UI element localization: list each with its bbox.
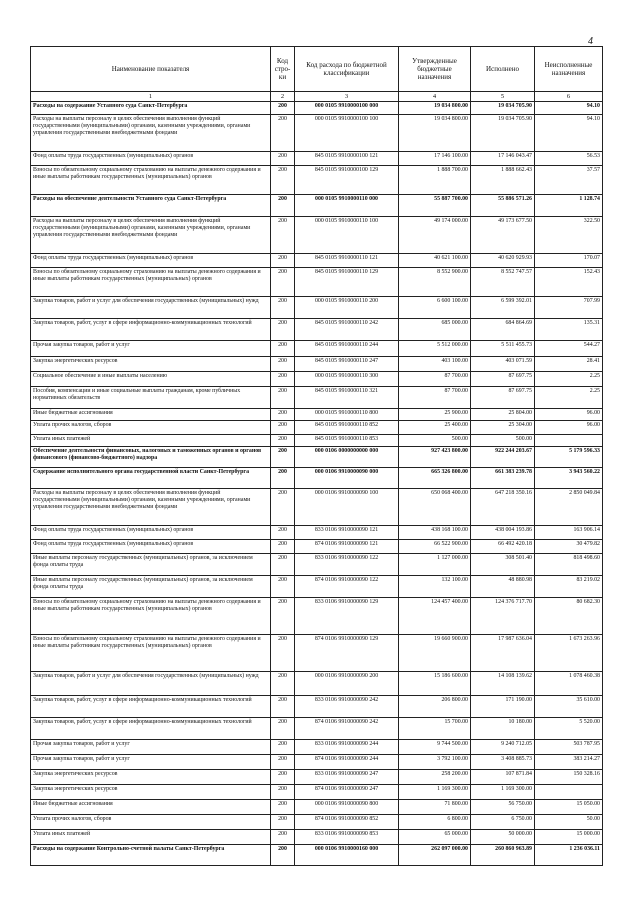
row-name: Закупка товаров, работ, услуг в сфере информационно-коммуникационных технологий	[31, 718, 271, 740]
table-row	[31, 830, 603, 845]
table-row	[31, 102, 603, 115]
row-approved: 65 000.00	[399, 830, 471, 845]
row-line-code: 200	[271, 195, 295, 217]
row-name: Социальное обеспечение и иные выплаты населению	[31, 372, 271, 387]
row-approved: 6 600 100.00	[399, 297, 471, 319]
row-unexecuted: 15 000.00	[535, 830, 603, 845]
row-executed: 40 620 929.93	[471, 254, 535, 268]
row-approved: 17 146 100.00	[399, 152, 471, 166]
row-executed: 107 871.84	[471, 770, 535, 785]
table-row	[31, 468, 603, 489]
row-name: Фонд оплаты труда государственных (муниципальных) органов	[31, 526, 271, 540]
table-row	[31, 447, 603, 468]
row-executed: 10 180.00	[471, 718, 535, 740]
row-line-code: 200	[271, 526, 295, 540]
row-expense-code: 845 0105 9910000110 852	[295, 421, 399, 435]
row-name: Фонд оплаты труда государственных (муниципальных) органов	[31, 152, 271, 166]
row-unexecuted: 163 906.14	[535, 526, 603, 540]
row-unexecuted: 96.00	[535, 421, 603, 435]
row-unexecuted: 135.31	[535, 319, 603, 341]
row-name: Расходы на выплаты персоналу в целях обеспечения выполнения функций государственными (муниципальными) органами, казенными учреждениями, органами управления государственными внебюджетными фондами	[31, 489, 271, 526]
row-line-code: 200	[271, 387, 295, 409]
table-row	[31, 372, 603, 387]
row-approved: 55 887 700.00	[399, 195, 471, 217]
row-line-code: 200	[271, 152, 295, 166]
row-unexecuted: 1 128.74	[535, 195, 603, 217]
row-line-code: 200	[271, 845, 295, 866]
row-line-code: 200	[271, 357, 295, 372]
table-row	[31, 554, 603, 576]
row-unexecuted: 50.00	[535, 815, 603, 830]
row-approved: 15 700.00	[399, 718, 471, 740]
table-row	[31, 435, 603, 447]
row-approved: 5 512 000.00	[399, 341, 471, 357]
row-expense-code: 833 0106 9910000090 242	[295, 696, 399, 718]
row-unexecuted	[535, 435, 603, 447]
row-line-code: 200	[271, 372, 295, 387]
row-executed: 6 750.00	[471, 815, 535, 830]
row-name: Прочая закупка товаров, работ и услуг	[31, 740, 271, 755]
row-expense-code: 000 0106 0000000000 000	[295, 447, 399, 468]
row-expense-code: 833 0106 9910000090 121	[295, 526, 399, 540]
header-approved: Утвержденные бюджетные назначения	[399, 47, 471, 92]
row-unexecuted: 5 520.00	[535, 718, 603, 740]
table-row	[31, 598, 603, 635]
row-executed: 55 886 571.26	[471, 195, 535, 217]
row-approved: 1 888 700.00	[399, 166, 471, 195]
row-line-code: 200	[271, 815, 295, 830]
row-approved: 685 000.00	[399, 319, 471, 341]
row-unexecuted: 2 850 049.84	[535, 489, 603, 526]
table-row	[31, 696, 603, 718]
table-row	[31, 755, 603, 770]
row-line-code: 200	[271, 672, 295, 696]
table-row	[31, 387, 603, 409]
row-name: Пособия, компенсации и иные социальные выплаты гражданам, кроме публичных нормативных обязательств	[31, 387, 271, 409]
row-unexecuted: 503 787.95	[535, 740, 603, 755]
row-executed: 684 864.69	[471, 319, 535, 341]
row-approved: 9 744 500.00	[399, 740, 471, 755]
page-number: 4	[588, 36, 593, 47]
header-expense-code: Код расхода по бюджетной классификации	[295, 47, 399, 92]
row-approved: 49 174 000.00	[399, 217, 471, 254]
row-expense-code: 000 0105 9910000110 800	[295, 409, 399, 421]
row-unexecuted	[535, 785, 603, 800]
expenditure-table	[30, 46, 603, 866]
row-executed: 1 169 300.00	[471, 785, 535, 800]
row-unexecuted: 94.10	[535, 102, 603, 115]
row-name: Иные бюджетные ассигнования	[31, 800, 271, 815]
row-name: Иные бюджетные ассигнования	[31, 409, 271, 421]
row-line-code: 200	[271, 297, 295, 319]
row-approved: 1 127 000.00	[399, 554, 471, 576]
row-expense-code: 000 0105 9910000110 300	[295, 372, 399, 387]
row-name: Уплата иных платежей	[31, 830, 271, 845]
column-number-row	[31, 92, 603, 102]
row-executed: 87 697.75	[471, 372, 535, 387]
row-name: Закупка энергетических ресурсов	[31, 785, 271, 800]
row-name: Закупка энергетических ресурсов	[31, 357, 271, 372]
row-approved: 124 457 400.00	[399, 598, 471, 635]
row-name: Содержание исполнительного органа государственной власти Санкт-Петербурга	[31, 468, 271, 489]
row-executed: 17 987 636.04	[471, 635, 535, 672]
table-row	[31, 195, 603, 217]
table-row	[31, 166, 603, 195]
row-expense-code: 845 0105 9910000100 129	[295, 166, 399, 195]
header-executed: Исполнено	[471, 47, 535, 92]
row-unexecuted: 5 179 596.33	[535, 447, 603, 468]
row-approved: 19 034 800.00	[399, 102, 471, 115]
row-name: Иные выплаты персоналу государственных (муниципальных) органов, за исключением фонда оплаты труда	[31, 554, 271, 576]
row-line-code: 200	[271, 319, 295, 341]
table-row	[31, 540, 603, 554]
row-approved: 87 700.00	[399, 387, 471, 409]
row-approved: 262 097 000.00	[399, 845, 471, 866]
row-approved: 66 522 900.00	[399, 540, 471, 554]
table-row	[31, 576, 603, 598]
row-line-code: 200	[271, 540, 295, 554]
row-executed: 124 376 717.70	[471, 598, 535, 635]
row-approved: 3 792 100.00	[399, 755, 471, 770]
column-number: 5	[471, 92, 535, 102]
row-unexecuted: 544.27	[535, 341, 603, 357]
column-number: 2	[271, 92, 295, 102]
table-row	[31, 421, 603, 435]
row-executed: 308 501.40	[471, 554, 535, 576]
table-row	[31, 526, 603, 540]
row-line-code: 200	[271, 489, 295, 526]
row-executed: 922 244 203.67	[471, 447, 535, 468]
row-line-code: 200	[271, 696, 295, 718]
row-unexecuted: 94.10	[535, 115, 603, 152]
row-line-code: 200	[271, 755, 295, 770]
row-expense-code: 874 0106 9910000090 247	[295, 785, 399, 800]
row-line-code: 200	[271, 770, 295, 785]
row-line-code: 200	[271, 421, 295, 435]
row-name: Взносы по обязательному социальному страхованию на выплаты денежного содержания и иные выплаты работникам государственных (муниципальных) органов	[31, 598, 271, 635]
row-approved: 25 900.00	[399, 409, 471, 421]
row-expense-code: 874 0106 9910000090 244	[295, 755, 399, 770]
table-row	[31, 800, 603, 815]
column-number: 4	[399, 92, 471, 102]
row-executed: 19 034 705.90	[471, 115, 535, 152]
row-approved: 403 100.00	[399, 357, 471, 372]
table-row	[31, 409, 603, 421]
row-line-code: 200	[271, 554, 295, 576]
row-approved: 650 068 400.00	[399, 489, 471, 526]
column-number: 6	[535, 92, 603, 102]
table-row	[31, 740, 603, 755]
row-unexecuted: 707.99	[535, 297, 603, 319]
row-approved: 71 800.00	[399, 800, 471, 815]
row-unexecuted: 1 673 263.96	[535, 635, 603, 672]
row-expense-code: 000 0106 9910000090 100	[295, 489, 399, 526]
row-executed: 6 599 392.01	[471, 297, 535, 319]
row-expense-code: 000 0105 9910000110 200	[295, 297, 399, 319]
table-row	[31, 297, 603, 319]
row-executed: 647 218 350.16	[471, 489, 535, 526]
row-expense-code: 845 0105 9910000110 129	[295, 268, 399, 297]
row-executed: 50 000.00	[471, 830, 535, 845]
row-executed: 260 860 963.89	[471, 845, 535, 866]
row-executed: 5 511 455.73	[471, 341, 535, 357]
row-executed: 403 071.59	[471, 357, 535, 372]
table-row	[31, 718, 603, 740]
row-unexecuted: 83 219.02	[535, 576, 603, 598]
row-line-code: 200	[271, 785, 295, 800]
row-expense-code: 833 0106 9910000090 247	[295, 770, 399, 785]
row-expense-code: 833 0106 9910000090 244	[295, 740, 399, 755]
row-executed: 66 492 420.18	[471, 540, 535, 554]
row-expense-code: 000 0106 9910000090 800	[295, 800, 399, 815]
row-expense-code: 874 0106 9910000090 852	[295, 815, 399, 830]
row-executed: 87 697.75	[471, 387, 535, 409]
column-number: 3	[295, 92, 399, 102]
row-expense-code: 874 0106 9910000090 129	[295, 635, 399, 672]
row-unexecuted: 322.50	[535, 217, 603, 254]
row-unexecuted: 3 943 560.22	[535, 468, 603, 489]
row-name: Уплата иных платежей	[31, 435, 271, 447]
row-executed: 17 146 043.47	[471, 152, 535, 166]
row-line-code: 200	[271, 268, 295, 297]
row-unexecuted: 1 236 036.11	[535, 845, 603, 866]
row-expense-code: 845 0105 9910000110 247	[295, 357, 399, 372]
row-expense-code: 000 0106 9910000090 000	[295, 468, 399, 489]
table-row	[31, 152, 603, 166]
row-line-code: 200	[271, 635, 295, 672]
table-row	[31, 357, 603, 372]
row-line-code: 200	[271, 576, 295, 598]
row-executed: 25 804.00	[471, 409, 535, 421]
table-body	[31, 102, 603, 866]
row-name: Закупка товаров, работ и услуг для обеспечения государственных (муниципальных) нужд	[31, 672, 271, 696]
row-line-code: 200	[271, 468, 295, 489]
row-expense-code: 833 0106 9910000090 129	[295, 598, 399, 635]
row-unexecuted: 150 328.16	[535, 770, 603, 785]
row-approved: 8 552 900.00	[399, 268, 471, 297]
row-approved: 1 169 300.00	[399, 785, 471, 800]
row-name: Закупка товаров, работ, услуг в сфере информационно-коммуникационных технологий	[31, 696, 271, 718]
row-executed: 3 408 885.73	[471, 755, 535, 770]
row-name: Расходы на выплаты персоналу в целях обеспечения выполнения функций государственными (муниципальными) органами, казенными учреждениями, органами управления государственными внебюджетными фондами	[31, 115, 271, 152]
row-name: Взносы по обязательному социальному страхованию на выплаты денежного содержания и иные выплаты работникам государственных (муниципальных) органов	[31, 268, 271, 297]
row-name: Уплата прочих налогов, сборов	[31, 421, 271, 435]
row-name: Фонд оплаты труда государственных (муниципальных) органов	[31, 254, 271, 268]
row-approved: 500.00	[399, 435, 471, 447]
row-executed: 9 240 712.05	[471, 740, 535, 755]
row-expense-code: 000 0105 9910000100 100	[295, 115, 399, 152]
row-executed: 8 552 747.57	[471, 268, 535, 297]
header-row	[31, 47, 603, 92]
row-expense-code: 000 0105 9910000100 000	[295, 102, 399, 115]
row-unexecuted: 170.07	[535, 254, 603, 268]
row-approved: 15 186 600.00	[399, 672, 471, 696]
row-line-code: 200	[271, 409, 295, 421]
row-executed: 49 173 677.50	[471, 217, 535, 254]
row-unexecuted: 383 214.27	[535, 755, 603, 770]
row-executed: 1 888 662.43	[471, 166, 535, 195]
row-unexecuted: 2.25	[535, 387, 603, 409]
row-line-code: 200	[271, 115, 295, 152]
row-executed: 171 190.00	[471, 696, 535, 718]
row-unexecuted: 2.25	[535, 372, 603, 387]
header-name: Наименование показателя	[31, 47, 271, 92]
row-name: Расходы на выплаты персоналу в целях обеспечения выполнения функций государственными (муниципальными) органами, казенными учреждениями, органами управления государственными внебюджетными фондами	[31, 217, 271, 254]
table-row	[31, 268, 603, 297]
row-name: Фонд оплаты труда государственных (муниципальных) органов	[31, 540, 271, 554]
row-expense-code: 845 0105 9910000110 244	[295, 341, 399, 357]
row-name: Иные выплаты персоналу государственных (муниципальных) органов, за исключением фонда оплаты труда	[31, 576, 271, 598]
row-unexecuted: 37.57	[535, 166, 603, 195]
row-line-code: 200	[271, 598, 295, 635]
row-expense-code: 000 0105 9910000110 000	[295, 195, 399, 217]
row-name: Прочая закупка товаров, работ и услуг	[31, 341, 271, 357]
row-line-code: 200	[271, 341, 295, 357]
row-name: Расходы на обеспечение деятельности Уставного суда Санкт-Петербурга	[31, 195, 271, 217]
row-executed: 438 004 193.86	[471, 526, 535, 540]
row-expense-code: 845 0105 9910000110 321	[295, 387, 399, 409]
row-unexecuted: 56.53	[535, 152, 603, 166]
row-unexecuted: 30 479.82	[535, 540, 603, 554]
row-expense-code: 000 0106 9910000160 000	[295, 845, 399, 866]
row-executed: 500.00	[471, 435, 535, 447]
row-expense-code: 833 0106 9910000090 122	[295, 554, 399, 576]
row-name: Расходы на содержание Контрольно-счетной палаты Санкт-Петербурга	[31, 845, 271, 866]
header-unexecuted: Неисполненные назначения	[535, 47, 603, 92]
row-approved: 19 034 800.00	[399, 115, 471, 152]
row-unexecuted: 152.43	[535, 268, 603, 297]
row-expense-code: 874 0106 9910000090 121	[295, 540, 399, 554]
row-expense-code: 833 0106 9910000090 853	[295, 830, 399, 845]
row-name: Закупка энергетических ресурсов	[31, 770, 271, 785]
row-unexecuted: 28.41	[535, 357, 603, 372]
row-unexecuted: 818 498.60	[535, 554, 603, 576]
row-line-code: 200	[271, 254, 295, 268]
row-approved: 6 800.00	[399, 815, 471, 830]
table-row	[31, 115, 603, 152]
row-expense-code: 000 0106 9910000090 200	[295, 672, 399, 696]
table-row	[31, 785, 603, 800]
row-line-code: 200	[271, 800, 295, 815]
row-approved: 206 800.00	[399, 696, 471, 718]
row-approved: 19 660 900.00	[399, 635, 471, 672]
row-line-code: 200	[271, 718, 295, 740]
row-line-code: 200	[271, 217, 295, 254]
row-approved: 40 621 100.00	[399, 254, 471, 268]
row-name: Прочая закупка товаров, работ и услуг	[31, 755, 271, 770]
row-approved: 438 168 100.00	[399, 526, 471, 540]
header-line-code: Код стро-ки	[271, 47, 295, 92]
table-row	[31, 635, 603, 672]
row-line-code: 200	[271, 447, 295, 468]
row-name: Закупка товаров, работ и услуг для обеспечения государственных (муниципальных) нужд	[31, 297, 271, 319]
row-expense-code: 000 0105 9910000110 100	[295, 217, 399, 254]
row-executed: 19 034 705.90	[471, 102, 535, 115]
table-row	[31, 845, 603, 866]
table-row	[31, 672, 603, 696]
table-row	[31, 217, 603, 254]
row-approved: 132 100.00	[399, 576, 471, 598]
table-row	[31, 341, 603, 357]
row-expense-code: 874 0106 9910000090 122	[295, 576, 399, 598]
row-executed: 48 880.98	[471, 576, 535, 598]
table-row	[31, 254, 603, 268]
row-expense-code: 845 0105 9910000110 853	[295, 435, 399, 447]
row-name: Обеспечение деятельности финансовых, налоговых и таможенных органов и органов финансового (финансово-бюджетного) надзора	[31, 447, 271, 468]
row-approved: 87 700.00	[399, 372, 471, 387]
row-unexecuted: 80 682.30	[535, 598, 603, 635]
row-line-code: 200	[271, 830, 295, 845]
table-row	[31, 489, 603, 526]
row-name: Расходы на содержание Уставного суда Санкт-Петербурга	[31, 102, 271, 115]
row-unexecuted: 15 050.00	[535, 800, 603, 815]
row-unexecuted: 35 610.00	[535, 696, 603, 718]
row-approved: 665 326 800.00	[399, 468, 471, 489]
column-number: 1	[31, 92, 271, 102]
row-line-code: 200	[271, 435, 295, 447]
row-name: Уплата прочих налогов, сборов	[31, 815, 271, 830]
row-name: Закупка товаров, работ, услуг в сфере информационно-коммуникационных технологий	[31, 319, 271, 341]
row-approved: 25 400.00	[399, 421, 471, 435]
row-expense-code: 845 0105 9910000110 242	[295, 319, 399, 341]
row-expense-code: 845 0105 9910000100 121	[295, 152, 399, 166]
row-approved: 258 200.00	[399, 770, 471, 785]
row-expense-code: 845 0105 9910000110 121	[295, 254, 399, 268]
row-executed: 25 304.00	[471, 421, 535, 435]
row-executed: 661 383 239.78	[471, 468, 535, 489]
row-name: Взносы по обязательному социальному страхованию на выплаты денежного содержания и иные выплаты работникам государственных (муниципальных) органов	[31, 166, 271, 195]
table-row	[31, 815, 603, 830]
row-unexecuted: 96.00	[535, 409, 603, 421]
row-expense-code: 874 0106 9910000090 242	[295, 718, 399, 740]
row-unexecuted: 1 078 460.38	[535, 672, 603, 696]
row-name: Взносы по обязательному социальному страхованию на выплаты денежного содержания и иные выплаты работникам государственных (муниципальных) органов	[31, 635, 271, 672]
row-executed: 56 750.00	[471, 800, 535, 815]
table-row	[31, 770, 603, 785]
row-line-code: 200	[271, 166, 295, 195]
row-line-code: 200	[271, 740, 295, 755]
row-line-code: 200	[271, 102, 295, 115]
table-row	[31, 319, 603, 341]
row-approved: 927 423 800.00	[399, 447, 471, 468]
row-executed: 14 108 139.62	[471, 672, 535, 696]
